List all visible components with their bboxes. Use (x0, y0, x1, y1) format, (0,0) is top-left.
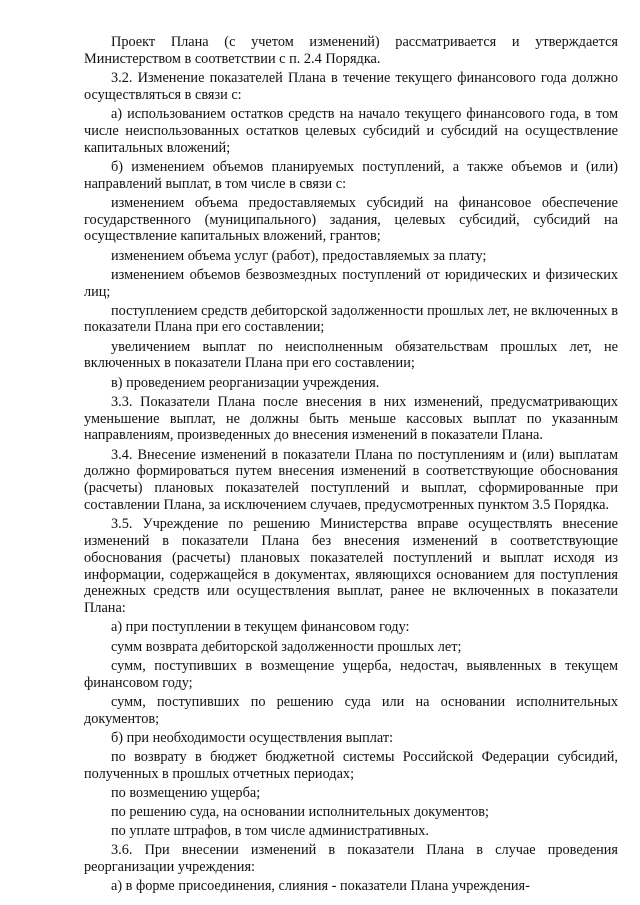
paragraph-3-6: 3.6. При внесении изменений в показатели Плана в случае проведения реорганизации учреждения: (84, 842, 618, 876)
list-item-3-5-b-return: по возврату в бюджет бюджетной системы Российской Федерации субсидий, полученных в прошлых отчетных периодах; (84, 748, 618, 782)
list-item-3-5-b-court: по решению суда, на основании исполнительных документов; (111, 804, 489, 821)
list-item-v: в) проведением реорганизации учреждения. (111, 374, 380, 391)
list-item-3-5-a-damages: сумм, поступивших в возмещение ущерба, недостач, выявленных в текущем финансовом году; (84, 657, 618, 691)
paragraph-plan-approval: Проект Плана (с учетом изменений) рассматривается и утверждается Министерством в соответствии с п. 2.4 Порядка. (84, 34, 618, 67)
list-item-b-receivables: поступлением средств дебиторской задолженности прошлых лет, не включенных в показатели Плана при его составлении; (84, 302, 618, 336)
paragraph-3-5: 3.5. Учреждение по решению Министерства вправе осуществлять внесение изменений в показатели Плана без внесения изменений в соответствующие обоснования (расчеты) плановых показателей поступлений и выплат исходя из информации, содержащейся в документах, являющихся основанием для поступления денежных средств или осуществления выплат, ранее не включенных в показатели Плана: (84, 516, 618, 617)
list-item-b-obligations: увеличением выплат по неисполненным обязательствам прошлых лет, не включенных в показатели Плана при его составлении; (84, 338, 618, 372)
list-item-a: а) использованием остатков средств на начало текущего финансового года, в том числе неиспользованных остатков целевых субсидий и субсидий на осуществление капитальных вложений; (84, 105, 618, 156)
list-item-3-5-a-receivables: сумм возврата дебиторской задолженности прошлых лет; (111, 638, 462, 655)
list-item-3-5-a: а) при поступлении в текущем финансовом году: (111, 619, 410, 636)
list-item-3-5-b-damage: по возмещению ущерба; (111, 784, 261, 801)
paragraph-3-3: 3.3. Показатели Плана после внесения в них изменений, предусматривающих уменьшение выплат, не должны быть меньше кассовых выплат по указанным направлениям, произведенных до внесения изменений в показатели Плана. (84, 393, 618, 444)
paragraph-3-2: 3.2. Изменение показателей Плана в течение текущего финансового года должно осуществляться в связи с: (84, 69, 618, 103)
list-item-3-5-a-court: сумм, поступивших по решению суда или на основании исполнительных документов; (84, 693, 618, 727)
list-item-3-5-b-fines: по уплате штрафов, в том числе административных. (111, 823, 429, 840)
list-item-b: б) изменением объемов планируемых поступлений, а также объемов и (или) направлений выплат, в том числе в связи с: (84, 158, 618, 192)
list-item-b-subsidies: изменением объема предоставляемых субсидий на финансовое обеспечение государственного (муниципального) задания, целевых субсидий, субсидий на осуществление капитальных вложений, грантов; (84, 194, 618, 245)
list-item-b-donations: изменением объемов безвозмездных поступлений от юридических и физических лиц; (84, 266, 618, 300)
list-item-3-5-b: б) при необходимости осуществления выплат: (111, 729, 394, 746)
list-item-b-services: изменением объема услуг (работ), предоставляемых за плату; (111, 247, 487, 264)
list-item-3-6-a: а) в форме присоединения, слияния - показатели Плана учреждения- (111, 878, 530, 895)
paragraph-3-4: 3.4. Внесение изменений в показатели Плана по поступлениям и (или) выплатам должно формироваться путем внесения изменений в соответствующие обоснования (расчеты) плановых показателей поступлений и выплат, сформированные при составлении Плана, за исключением случаев, предусмотренных пунктом 3.5 Порядка. (84, 446, 618, 514)
